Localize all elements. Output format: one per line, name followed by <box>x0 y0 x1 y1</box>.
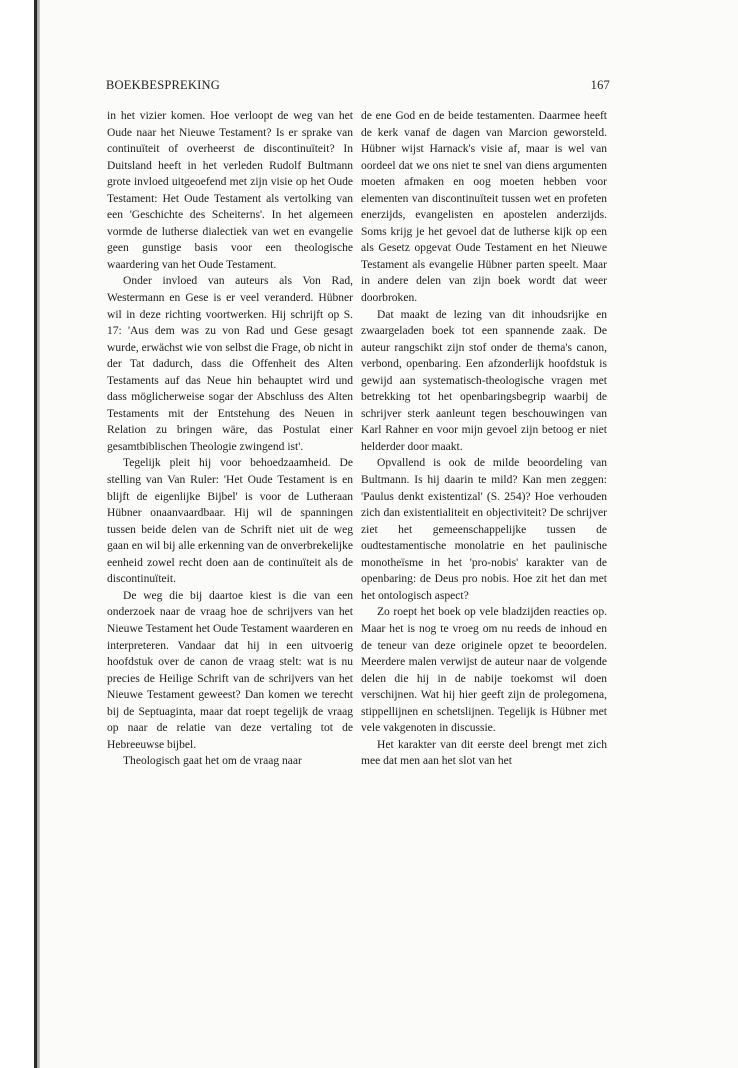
paragraph: Onder invloed van auteurs als Von Rad, Westermann en Gese is er veel veranderd. Hübner wil in deze richting voortwerken. Hij schrijft op S. 17: 'Aus dem was zu von Rad und Gese gesagt wurde, erwächst wie von selbst die Frage, ob nicht in der Tat dadurch, dass die Offenheit des Alten Testaments auf das Neue hin behauptet wird und dass möglicherweise sogar der Abschluss des Alten Testaments mit der Entstehung des Neuen in Relation zu bringen wäre, das Postulat einer gesamtbiblischen Theologie zwingend ist'. <box>107 275 353 453</box>
paragraph: Het karakter van dit eerste deel brengt met zich mee dat men aan het slot van het <box>361 738 607 768</box>
paragraph: Opvallend is ook de milde beoordeling van Bultmann. Is hij daarin te mild? Kan men zeggen: 'Paulus denkt existentizal' (S. 254)? Hoe verhouden zich dan existentialiteit en objectiviteit? De schrijver ziet het gemeenschappelijke tussen de oudtestamentische monolatrie en het paulinische monotheïsme in het 'pro-nobis' karakter van de openbaring: de Deus pro nobis. Hoe zit het dan met het ontologisch aspect? <box>361 457 607 602</box>
paragraph: Zo roept het boek op vele bladzijden reacties op. Maar het is nog te vroeg om nu reeds de inhoud en de teneur van deze originele opzet te beoordelen. Meerdere malen verwijst de auteur naar de volgende delen die hij in de nabije toekomst wil doen verschijnen. Wat hij hier geeft zijn de prolegomena, stippellijnen en schetslijnen. Tegelijk is Hübner met vele vakgenoten in discussie. <box>361 606 607 735</box>
right-column <box>361 108 607 770</box>
running-title: BOEKBESPREKING <box>106 78 220 92</box>
page-number: 167 <box>590 78 610 92</box>
left-column <box>107 108 353 770</box>
paragraph: Dat maakt de lezing van dit inhoudsrijke en zwaargeladen boek tot een spannende zaak. De auteur rangschikt zijn stof onder de thema's canon, verbond, openbaring. Een afzonderlijk hoofdstuk is gewijd aan systematisch-theologische vragen met betrekking tot het openbaringsbegrip waarbij de schrijver sterk aanleunt tegen beschouwingen van Karl Rahner en voor mijn gevoel zijn betoog er niet helderder door maakt. <box>361 308 607 453</box>
paragraph: De weg die bij daartoe kiest is die van een onderzoek naar de vraag hoe de schrijvers van het Nieuwe Testament het Oude Testament waarderen en interpreteren. Vandaar dat hij in een uitvoerig hoofdstuk over de canon de vraag stelt: wat is nu precies de Heilige Schrift van de schrijvers van het Nieuwe Testament geweest? Dan komen we terecht bij de Septuaginta, maar dat roept tegelijk de vraag op naar de relatie van deze vertaling tot de Hebreeuwse bijbel. <box>107 589 353 751</box>
paragraph: de ene God en de beide testamenten. Daarmee heeft de kerk vanaf de dagen van Marcion geworsteld. Hübner wijst Harnack's visie af, maar is wel van oordeel dat we ons niet te snel van diens argumenten moeten afmaken en oog moeten hebben voor elementen van discontinuïteit tussen wet en profeten enerzijds, evangelisten en apostelen anderzijds. Soms krijg je het gevoel dat de lutherse kijk op een als Gesetz opgevat Oude Testament en het Nieuwe Testament als evangelie Hübner parten speelt. Maar in andere delen van zijn boek wordt dat weer doorbroken. <box>361 110 607 305</box>
paragraph: in het vizier komen. Hoe verloopt de weg van het Oude naar het Nieuwe Testament? Is er sprake van continuïteit of overheerst de discontinuïteit? In Duitsland heeft in het verleden Rudolf Bultmann grote invloed uitgeoefend met zijn visie op het Oude Testament: Het Oude Testament als vertolking van een 'Geschichte des Scheiterns'. In het algemeen vormde de lutherse dialectiek van wet en evangelie geen gunstige basis voor een theologische waardering van het Oude Testament. <box>107 110 353 271</box>
paragraph: Tegelijk pleit hij voor behoedzaamheid. De stelling van Van Ruler: 'Het Oude Testament is en blijft de eigenlijke Bijbel' is voor de Lutheraan Hübner onaanvaardbaar. Hij wil de spanningen tussen beide delen van de Schrift niet uit de weg gaan en wil bij alle erkenning van de onverbrekelijke eenheid zowel recht doen aan de continuïteit als de discontinuïteit. <box>107 457 353 586</box>
page-header <box>106 78 610 96</box>
paragraph: Theologisch gaat het om de vraag naar <box>123 755 302 768</box>
